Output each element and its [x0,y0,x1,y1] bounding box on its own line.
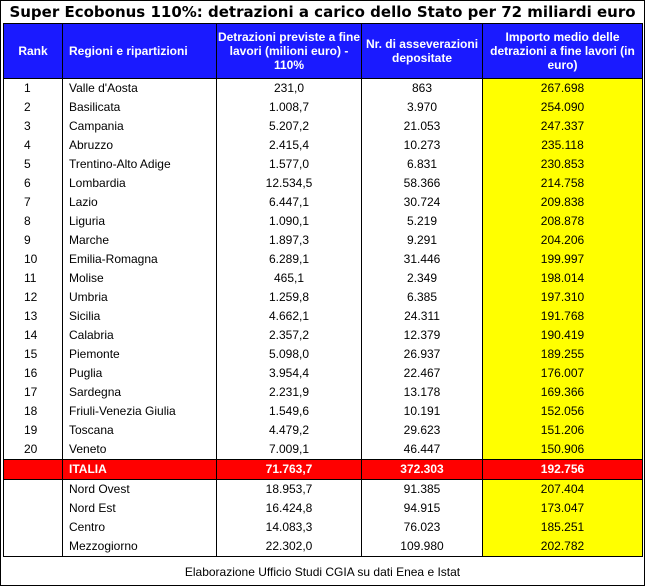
average-cell: 209.838 [483,193,643,212]
region-cell: Puglia [63,364,217,383]
certifications-cell: 2.349 [362,269,483,288]
rank-cell: 3 [4,117,63,136]
area-certifications-cell: 94.915 [362,499,483,518]
certifications-cell: 12.379 [362,326,483,345]
certifications-cell: 10.273 [362,136,483,155]
rank-cell: 17 [4,383,63,402]
region-cell: Emilia-Romagna [63,250,217,269]
region-cell: Piemonte [63,345,217,364]
average-cell: 230.853 [483,155,643,174]
area-row [4,480,643,500]
average-cell: 150.906 [483,440,643,460]
rank-cell: 10 [4,250,63,269]
table-row [4,364,643,383]
area-cell: Centro [63,518,217,537]
deductions-cell: 1.090,1 [217,212,362,231]
deductions-cell: 2.357,2 [217,326,362,345]
source-footer: Elaborazione Ufficio Studi CGIA su dati Enea e Istat [184,565,461,579]
table-row [4,155,643,174]
area-deductions-cell: 18.953,7 [217,480,362,500]
deductions-cell: 5.207,2 [217,117,362,136]
rank-cell: 12 [4,288,63,307]
deductions-cell: 231,0 [217,79,362,99]
table-row [4,440,643,460]
average-cell: 247.337 [483,117,643,136]
rank-cell: 7 [4,193,63,212]
rank-cell: 13 [4,307,63,326]
total-certifications-cell: 372.303 [362,460,483,480]
certifications-cell: 3.970 [362,98,483,117]
total-average-cell: 192.756 [483,460,643,480]
deductions-cell: 1.549,6 [217,402,362,421]
table-row [4,326,643,345]
average-cell: 208.878 [483,212,643,231]
header-average: Importo medio delle detrazioni a fine lavori (in euro) [483,24,643,79]
deductions-cell: 5.098,0 [217,345,362,364]
certifications-cell: 5.219 [362,212,483,231]
region-cell: Umbria [63,288,217,307]
area-certifications-cell: 76.023 [362,518,483,537]
deductions-cell: 4.479,2 [217,421,362,440]
area-average-cell: 173.047 [483,499,643,518]
area-cell: Nord Est [63,499,217,518]
deductions-cell: 12.534,5 [217,174,362,193]
rank-cell: 6 [4,174,63,193]
table-row [4,136,643,155]
deductions-cell: 7.009,1 [217,440,362,460]
area-certifications-cell: 91.385 [362,480,483,500]
region-cell: Veneto [63,440,217,460]
average-cell: 267.698 [483,79,643,99]
region-cell: Calabria [63,326,217,345]
region-cell: Marche [63,231,217,250]
rank-cell: 5 [4,155,63,174]
deductions-cell: 3.954,4 [217,364,362,383]
header-row [4,24,643,79]
rank-cell: 14 [4,326,63,345]
region-cell: Sicilia [63,307,217,326]
average-cell: 189.255 [483,345,643,364]
table-row [4,79,643,99]
area-average-cell: 202.782 [483,537,643,557]
area-row [4,499,643,518]
certifications-cell: 9.291 [362,231,483,250]
area-deductions-cell: 22.302,0 [217,537,362,557]
table-row [4,212,643,231]
header-rank: Rank [4,24,63,79]
region-cell: Campania [63,117,217,136]
rank-cell: 15 [4,345,63,364]
header-region: Regioni e ripartizioni [63,24,217,79]
rank-cell: 19 [4,421,63,440]
area-rank-cell [4,480,63,500]
average-cell: 214.758 [483,174,643,193]
area-average-cell: 185.251 [483,518,643,537]
rank-cell: 20 [4,440,63,460]
table-row [4,98,643,117]
region-cell: Lombardia [63,174,217,193]
certifications-cell: 24.311 [362,307,483,326]
ecobonus-table [3,23,643,557]
header-deductions: Detrazioni previste a fine lavori (milioni euro) - 110% [217,24,362,79]
total-region-cell: ITALIA [63,460,217,480]
certifications-cell: 6.385 [362,288,483,307]
rank-cell: 2 [4,98,63,117]
table-row [4,269,643,288]
table-row [4,307,643,326]
region-cell: Valle d'Aosta [63,79,217,99]
area-cell: Nord Ovest [63,480,217,500]
total-deductions-cell: 71.763,7 [217,460,362,480]
area-deductions-cell: 16.424,8 [217,499,362,518]
area-average-cell: 207.404 [483,480,643,500]
certifications-cell: 863 [362,79,483,99]
rank-cell: 1 [4,79,63,99]
rank-cell: 4 [4,136,63,155]
region-cell: Liguria [63,212,217,231]
area-row [4,537,643,557]
certifications-cell: 13.178 [362,383,483,402]
total-row [4,460,643,480]
region-cell: Sardegna [63,383,217,402]
table-row [4,288,643,307]
table-title: Super Ecobonus 110%: detrazioni a carico dello Stato per 72 miliardi euro [9,3,636,21]
region-cell: Friuli-Venezia Giulia [63,402,217,421]
region-cell: Lazio [63,193,217,212]
table-row [4,250,643,269]
average-cell: 152.056 [483,402,643,421]
average-cell: 204.206 [483,231,643,250]
certifications-cell: 30.724 [362,193,483,212]
table-row [4,174,643,193]
deductions-cell: 1.897,3 [217,231,362,250]
area-rank-cell [4,518,63,537]
average-cell: 199.997 [483,250,643,269]
area-certifications-cell: 109.980 [362,537,483,557]
deductions-cell: 6.447,1 [217,193,362,212]
average-cell: 198.014 [483,269,643,288]
certifications-cell: 6.831 [362,155,483,174]
rank-cell: 8 [4,212,63,231]
table-row [4,402,643,421]
total-rank-cell [4,460,63,480]
average-cell: 197.310 [483,288,643,307]
certifications-cell: 26.937 [362,345,483,364]
deductions-cell: 6.289,1 [217,250,362,269]
region-cell: Basilicata [63,98,217,117]
table-row [4,345,643,364]
certifications-cell: 21.053 [362,117,483,136]
table-row [4,231,643,250]
table-row [4,383,643,402]
deductions-cell: 1.008,7 [217,98,362,117]
table-row [4,193,643,212]
table-row [4,117,643,136]
average-cell: 169.366 [483,383,643,402]
deductions-cell: 1.259,8 [217,288,362,307]
certifications-cell: 10.191 [362,402,483,421]
region-cell: Toscana [63,421,217,440]
area-cell: Mezzogiorno [63,537,217,557]
region-cell: Abruzzo [63,136,217,155]
area-row [4,518,643,537]
deductions-cell: 1.577,0 [217,155,362,174]
average-cell: 176.007 [483,364,643,383]
average-cell: 191.768 [483,307,643,326]
certifications-cell: 29.623 [362,421,483,440]
certifications-cell: 46.447 [362,440,483,460]
area-deductions-cell: 14.083,3 [217,518,362,537]
average-cell: 254.090 [483,98,643,117]
rank-cell: 9 [4,231,63,250]
rank-cell: 18 [4,402,63,421]
area-rank-cell [4,499,63,518]
area-rank-cell [4,537,63,557]
certifications-cell: 22.467 [362,364,483,383]
deductions-cell: 2.231,9 [217,383,362,402]
rank-cell: 16 [4,364,63,383]
deductions-cell: 465,1 [217,269,362,288]
deductions-cell: 4.662,1 [217,307,362,326]
average-cell: 235.118 [483,136,643,155]
average-cell: 151.206 [483,421,643,440]
table-row [4,421,643,440]
certifications-cell: 58.366 [362,174,483,193]
certifications-cell: 31.446 [362,250,483,269]
region-cell: Molise [63,269,217,288]
average-cell: 190.419 [483,326,643,345]
header-certifications: Nr. di asseverazioni depositate [362,24,483,79]
region-cell: Trentino-Alto Adige [63,155,217,174]
rank-cell: 11 [4,269,63,288]
deductions-cell: 2.415,4 [217,136,362,155]
